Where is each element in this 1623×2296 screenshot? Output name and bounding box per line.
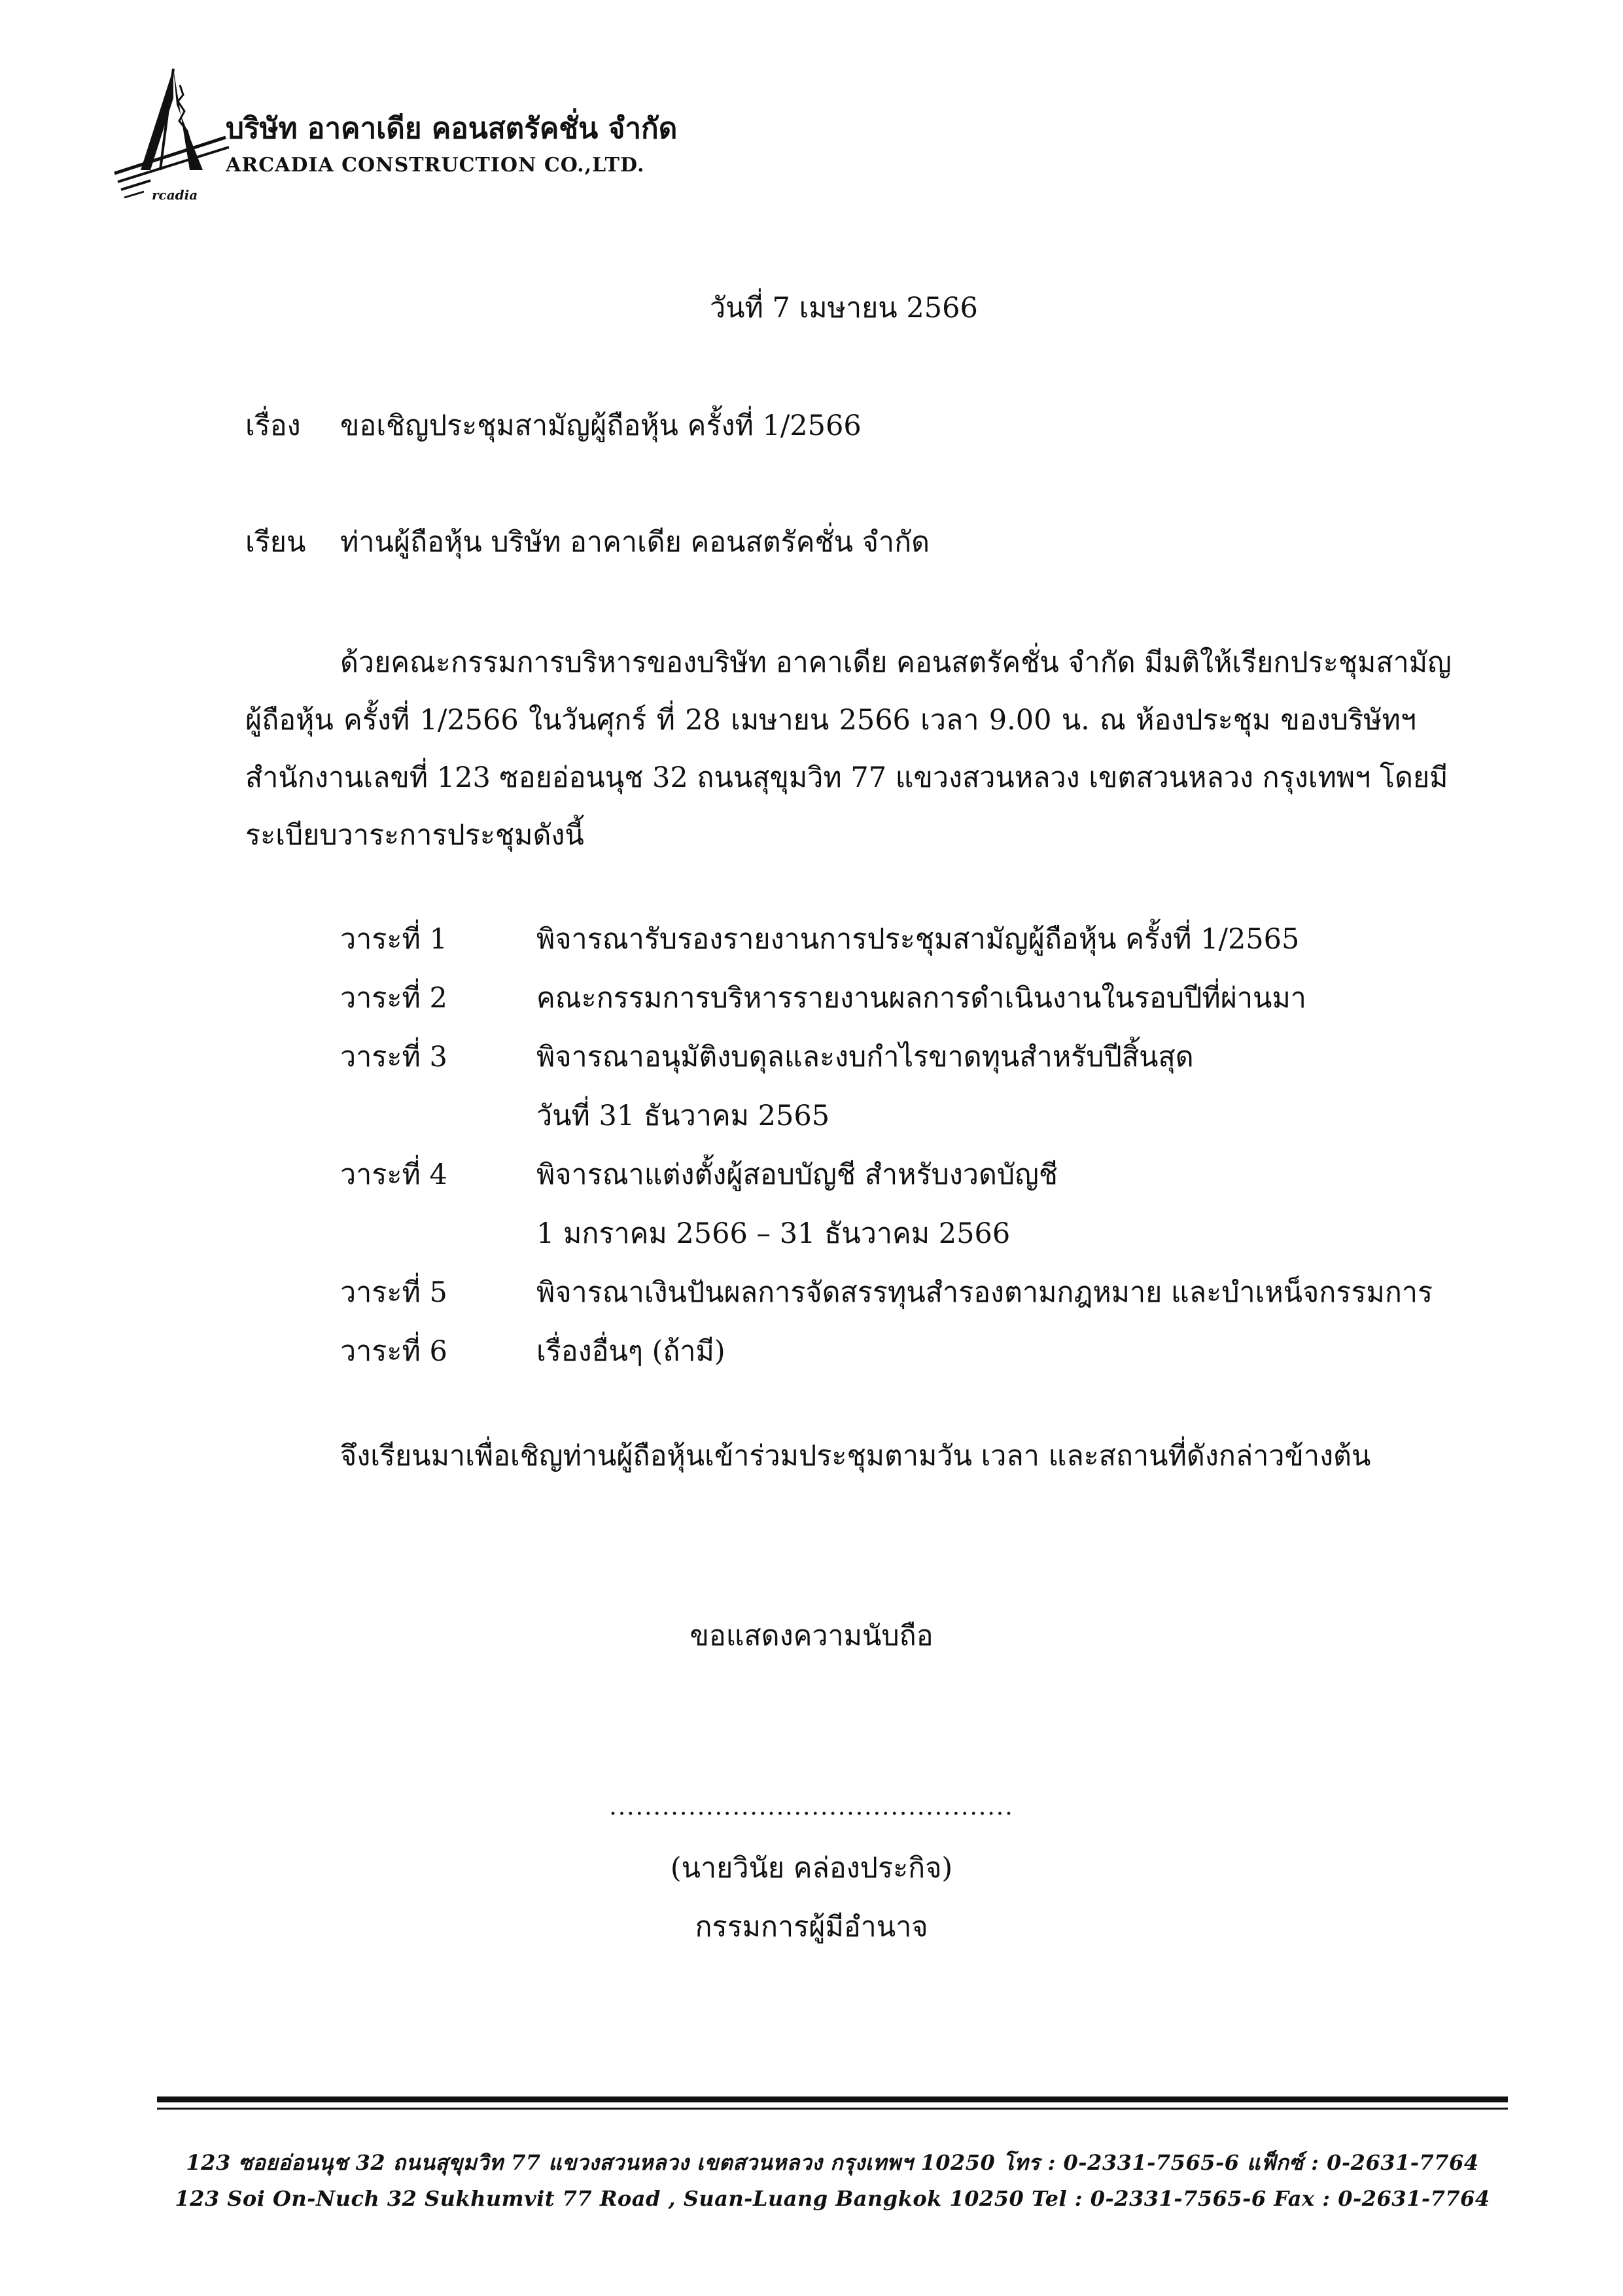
body-line: สำนักงานเลขที่ 123 ซอยอ่อนนุช 32 ถนนสุขุมวิท 77 แขวงสวนหลวง เขตสวนหลวง กรุงเทพฯ โดยมี <box>245 761 1448 794</box>
recipient-label: เรียน <box>245 526 306 559</box>
agenda-item-3: พิจารณาอนุมัติงบดุลและงบกำไรขาดทุนสำหรับปีสิ้นสุด <box>536 1041 1194 1073</box>
company-name-english: ARCADIA CONSTRUCTION CO.,LTD. <box>226 154 645 177</box>
agenda-label-3: วาระที่ 3 <box>340 1041 447 1073</box>
signature-line: .............................................. <box>609 1794 1014 1820</box>
agenda-label-5: วาระที่ 5 <box>340 1276 447 1309</box>
footer-address-thai: 123 ซอยอ่อนนุช 32 ถนนสุขุมวิท 77 แขวงสวนหลวง เขตสวนหลวง กรุงเทพฯ 10250 โทร : 0-2331-7565-6 แฟ็กซ์ : 0-2631-7764 <box>186 2150 1479 2175</box>
subject-text: ขอเชิญประชุมสามัญผู้ถือหุ้น ครั้งที่ 1/2566 <box>340 409 862 442</box>
recipient-text: ท่านผู้ถือหุ้น บริษัท อาคาเดีย คอนสตรัคชั่น จำกัด <box>340 526 930 559</box>
agenda-label-1: วาระที่ 1 <box>340 923 447 956</box>
body-line: ผู้ถือหุ้น ครั้งที่ 1/2566 ในวันศุกร์ ที่ 28 เมษายน 2566 เวลา 9.00 น. ณ ห้องประชุม ของบริษัทฯ <box>245 704 1416 737</box>
agenda-item-5: พิจารณาเงินปันผลการจัดสรรทุนสำรองตามกฎหมาย และบำเหน็จกรรมการ <box>536 1276 1433 1309</box>
signatory-title: กรรมการผู้มีอำนาจ <box>695 1911 928 1943</box>
agenda-item-2: คณะกรรมการบริหารรายงานผลการดำเนินงานในรอบปีที่ผ่านมา <box>536 982 1306 1015</box>
agenda-label-6: วาระที่ 6 <box>340 1335 447 1368</box>
agenda-label-4: วาระที่ 4 <box>340 1158 447 1191</box>
agenda-item-1: พิจารณารับรองรายงานการประชุมสามัญผู้ถือหุ้น ครั้งที่ 1/2565 <box>536 923 1300 956</box>
company-name-thai: บริษัท อาคาเดีย คอนสตรัคชั่น จำกัด <box>226 112 678 145</box>
signatory-name: (นายวินัย คล่องประกิจ) <box>670 1852 953 1885</box>
agenda-label-2: วาระที่ 2 <box>340 982 447 1015</box>
agenda-item-6: เรื่องอื่นๆ (ถ้ามี) <box>536 1335 725 1368</box>
agenda-item-3-line-2: วันที่ 31 ธันวาคม 2565 <box>536 1100 830 1132</box>
subject-label: เรื่อง <box>245 409 301 442</box>
footer-rule-thick <box>157 2096 1508 2102</box>
body-line: ด้วยคณะกรรมการบริหารของบริษัท อาคาเดีย คอนสตรัคชั่น จำกัด มีมติให้เรียกประชุมสามัญ <box>340 646 1452 679</box>
body-line: ระเบียบวาระการประชุมดังนี้ <box>245 819 584 852</box>
footer-rule-thin <box>157 2108 1508 2110</box>
svg-text:rcadia: rcadia <box>152 187 198 203</box>
closing-sentence: จึงเรียนมาเพื่อเชิญท่านผู้ถือหุ้นเข้าร่วมประชุมตามวัน เวลา และสถานที่ดังกล่าวข้างต้น <box>340 1440 1371 1472</box>
regards: ขอแสดงความนับถือ <box>689 1620 934 1652</box>
arcadia-logo <box>111 65 236 206</box>
letter-date: วันที่ 7 เมษายน 2566 <box>710 292 978 324</box>
agenda-item-4: พิจารณาแต่งตั้งผู้สอบบัญชี สำหรับงวดบัญชี <box>536 1158 1058 1191</box>
footer-address-english: 123 Soi On-Nuch 32 Sukhumvit 77 Road , Suan-Luang Bangkok 10250 Tel : 0-2331-7565-6 Fax : 0-2631-7764 <box>175 2186 1490 2211</box>
agenda-item-4-line-2: 1 มกราคม 2566 – 31 ธันวาคม 2566 <box>536 1217 1011 1250</box>
